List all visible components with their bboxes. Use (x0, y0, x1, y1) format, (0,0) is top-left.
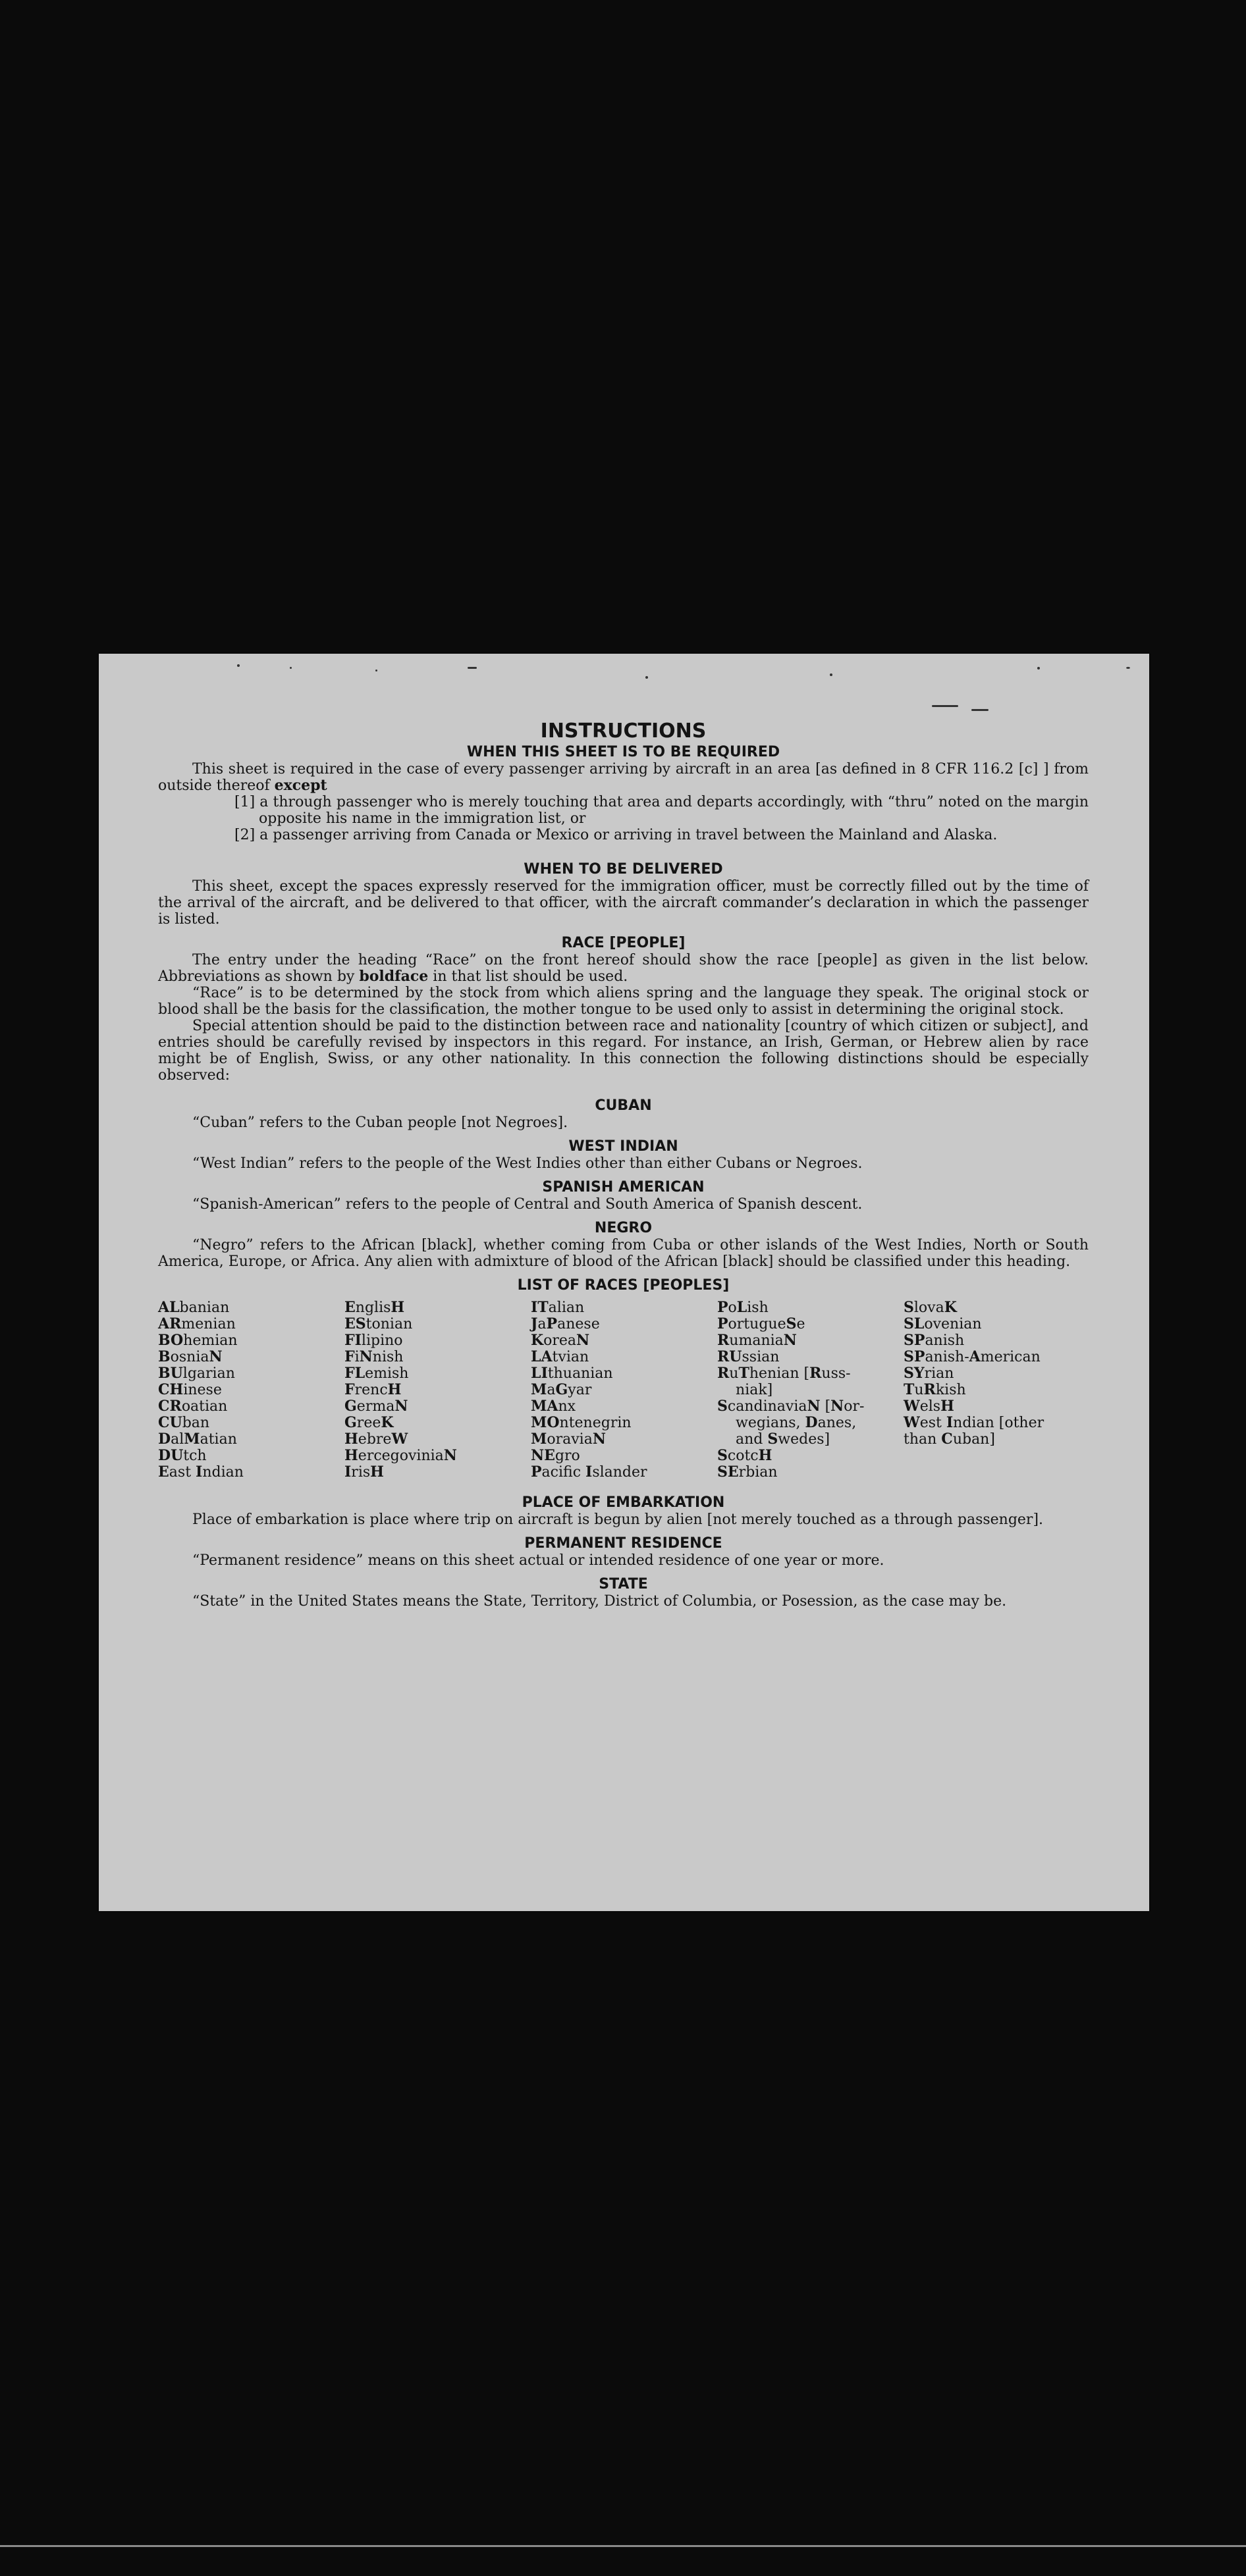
race-entry: GreeK (344, 1414, 394, 1431)
except-emphasis: except (274, 777, 327, 794)
paper-speck (1037, 667, 1040, 670)
race-paragraph-2: “Race” is to be determined by the stock from which aliens spring and the language they speak. The original stock or blood shall be the basis for the classification, the mother tongue to be used only to assist in determining the original stock. (158, 985, 1089, 1018)
race-entry: than Cuban] (904, 1431, 995, 1448)
race-paragraph-3: Special attention should be paid to the distinction between race and nationality [country of which citizen or subject], and entries should be carefully revised by inspectors in this regard. For instance, an Irish, German, or Hebrew alien by race might be of English, Swiss, or any other nationality. In this connection the following distinctions should be especially observed: (158, 1018, 1089, 1084)
paper-speck (468, 667, 477, 669)
when-delivered-text: This sheet, except the spaces expressly reserved for the immigration officer, must be correctly filled out by the time of the arrival of the aircraft, and be delivered to that officer, with the aircraft commander’s declaration in which the passenger is listed. (158, 878, 1089, 928)
paper-speck (290, 667, 292, 669)
race-entry: ScotcH (717, 1447, 772, 1464)
race-entry: ITalian (531, 1299, 585, 1316)
race-entry: CHinese (158, 1381, 222, 1398)
race-entry: PoLish (717, 1299, 769, 1316)
list-of-races-heading: LIST OF RACES [PEOPLES] (517, 1277, 730, 1294)
race-entry: RuThenian [Russ- (717, 1365, 851, 1382)
races-column (344, 1300, 531, 1481)
race-entry: MAnx (531, 1398, 576, 1415)
permanent-residence-text: “Permanent residence” means on this sheet actual or intended residence of one year or more. (192, 1552, 884, 1569)
race-entry: SlovaK (904, 1299, 957, 1316)
race-entry: East Indian (158, 1463, 244, 1481)
race-entry: FiNnish (344, 1348, 404, 1365)
race-entry: FIlipino (344, 1332, 403, 1349)
race-entry: CRoatian (158, 1398, 228, 1415)
spanish-american-heading: SPANISH AMERICAN (542, 1179, 705, 1196)
place-of-embarkation-text: Place of embarkation is place where trip on aircraft is begun by alien [not merely touched as a through passenger]. (192, 1511, 1044, 1528)
race-entry: NEgro (531, 1447, 580, 1464)
race-entry: LAtvian (531, 1348, 589, 1365)
paper-speck (830, 673, 832, 676)
race-entry: BOhemian (158, 1332, 238, 1349)
race-entry: ScandinaviaN [Nor- (717, 1398, 865, 1415)
scanner-edge-line (0, 2545, 1246, 2547)
race-entry: CUban (158, 1414, 210, 1431)
race-entry: FrencH (344, 1381, 402, 1398)
state-text: “State” in the United States means the State, Territory, District of Columbia, or Posession, as the case may be. (192, 1593, 1007, 1610)
paper-speck (971, 709, 989, 711)
when-delivered-heading: WHEN TO BE DELIVERED (524, 861, 723, 878)
race-entry: LIthuanian (531, 1365, 613, 1382)
race-entry: RumaniaN (717, 1332, 797, 1349)
paper-speck (645, 676, 648, 679)
paper-speck (237, 664, 240, 667)
race-entry: PortugueSe (717, 1315, 805, 1332)
race-entry: SYrian (904, 1365, 954, 1382)
paper-speck (375, 670, 377, 671)
race-entry: JaPanese (531, 1315, 600, 1332)
race-entry: SErbian (717, 1463, 778, 1481)
race-entry: HebreW (344, 1431, 408, 1448)
exception-item-2: [2] a passenger arriving from Canada or Mexico or arriving in travel between the Mainland and Alaska. (234, 827, 998, 843)
race-entry: KoreaN (531, 1332, 590, 1349)
race-entry: FLemish (344, 1365, 409, 1382)
instruction-sheet (99, 654, 1149, 1911)
race-heading: RACE [PEOPLE] (561, 935, 686, 951)
spanish-american-text: “Spanish-American” refers to the people of Central and South America of Spanish descent. (192, 1196, 863, 1213)
races-table (158, 1300, 1089, 1481)
negro-text: “Negro” refers to the African [black], whether coming from Cuba or other islands of the West Indies, North or South America, Europe, or Africa. Any alien with admixture of blood of the African [black] should be classified under this heading. (158, 1237, 1089, 1270)
boldface-emphasis: boldface (359, 968, 429, 985)
race-entry: wegians, Danes, (736, 1414, 857, 1431)
races-column (904, 1300, 1089, 1481)
race-entry: ARmenian (158, 1315, 236, 1332)
races-column (717, 1300, 904, 1481)
paper-speck (1126, 667, 1130, 669)
when-required-heading: WHEN THIS SHEET IS TO BE REQUIRED (466, 744, 780, 760)
race-entry: MaGyar (531, 1381, 592, 1398)
place-of-embarkation-heading: PLACE OF EMBARKATION (522, 1494, 725, 1511)
race-entry: niak] (736, 1382, 773, 1398)
race-entry: MoraviaN (531, 1431, 606, 1448)
race-entry: BUlgarian (158, 1365, 235, 1382)
when-required-text: This sheet is required in the case of every passenger arriving by aircraft in an area [as defined in 8 CFR 116.2 [c] ] from outside thereof except (158, 761, 1089, 794)
race-entry: DUtch (158, 1447, 207, 1464)
race-entry: ALbanian (158, 1299, 230, 1316)
race-entry: MOntenegrin (531, 1414, 632, 1431)
race-entry: GermaN (344, 1398, 408, 1415)
race-entry: DalMatian (158, 1431, 237, 1448)
race-entry: West Indian [other (904, 1414, 1044, 1431)
west-indian-heading: WEST INDIAN (568, 1138, 678, 1155)
race-entry: SPanish (904, 1332, 965, 1349)
race-entry: TuRkish (904, 1381, 966, 1398)
race-entry: and Swedes] (736, 1431, 830, 1448)
race-entry: SLovenian (904, 1315, 982, 1332)
cuban-text: “Cuban” refers to the Cuban people [not Negroes]. (192, 1115, 568, 1131)
race-paragraph-1: The entry under the heading “Race” on the front hereof should show the race [people] as given in the list below. Abbreviations as shown by boldface in that list should be used. (158, 952, 1089, 985)
race-entry: RUssian (717, 1348, 780, 1365)
page-title: INSTRUCTIONS (540, 720, 707, 743)
permanent-residence-heading: PERMANENT RESIDENCE (524, 1535, 722, 1552)
state-heading: STATE (599, 1576, 648, 1592)
race-entry: Pacific Islander (531, 1463, 647, 1481)
race-entry: IrisH (344, 1463, 384, 1481)
race-entry: WelsH (904, 1398, 954, 1415)
race-entry: EStonian (344, 1315, 413, 1332)
race-entry: EnglisH (344, 1299, 405, 1316)
race-entry: BosniaN (158, 1348, 223, 1365)
races-column (531, 1300, 717, 1481)
exception-item-1: [1] a through passenger who is merely touching that area and departs accordingly, with “thru” noted on the margin opposite his name in the immigration list, or (234, 794, 1089, 827)
race-entry: SPanish-American (904, 1348, 1041, 1365)
west-indian-text: “West Indian” refers to the people of the West Indies other than either Cubans or Negroes. (192, 1155, 863, 1172)
negro-heading: NEGRO (594, 1220, 653, 1236)
cuban-heading: CUBAN (595, 1097, 652, 1114)
paper-speck (932, 705, 958, 707)
race-entry: HercegoviniaN (344, 1447, 457, 1464)
races-column (158, 1300, 344, 1481)
